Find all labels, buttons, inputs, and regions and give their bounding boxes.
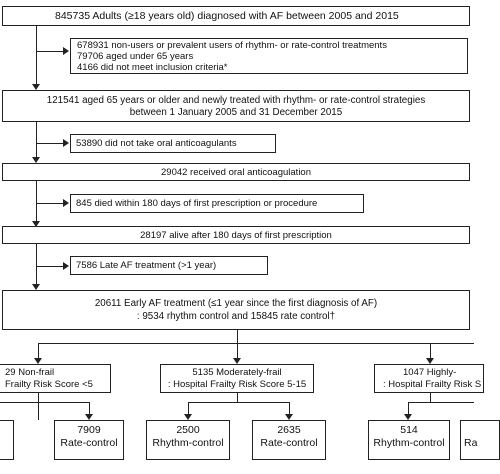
connector-to-exclusion-1: [36, 51, 66, 52]
arrow-to-exclusion-1: [63, 47, 69, 55]
connector-spine-1: [36, 25, 37, 89]
leaf-5-label: Ra: [464, 437, 478, 449]
exclusion-1-line-1: 678931 non-users or prevalent users of rhythm- or rate-control treatments: [77, 40, 387, 51]
connector-moderate-bar: [188, 402, 290, 403]
total-cohort-box: [2, 6, 470, 26]
moderately-frail-box: [160, 364, 314, 393]
early-treatment-box: [2, 290, 470, 330]
newly-treated-line-1: 121541 aged 65 years or older and newly treated with rhythm- or rate-control strategies: [46, 95, 426, 106]
connector-to-moderate: [237, 343, 238, 359]
connector-spine-2: [36, 122, 37, 162]
moderately-frail-line-2: : Hospital Frailty Risk Score 5-15: [167, 379, 307, 390]
leaf-4-label: Rhythm-control: [373, 437, 445, 449]
connector-nonfrail-down: [38, 392, 39, 420]
oral-anticoagulation-box: [2, 163, 470, 181]
highly-frail-box: [374, 364, 484, 393]
connector-nonfrail-bar: [0, 402, 90, 403]
leaf-1-count: 7909: [77, 424, 101, 436]
nonfrail-line-1: 29 Non-frail: [5, 367, 55, 378]
arrow-to-exclusion-3: [63, 199, 69, 207]
leaf-box-3: [252, 420, 326, 460]
exclusion-box-1: [70, 38, 468, 74]
leaf-4-count: 514: [400, 424, 418, 436]
moderately-frail-line-1: 5135 Moderately-frail: [192, 367, 282, 378]
connector-to-nonfrail: [38, 343, 39, 359]
oral-anticoagulation-text: 29042 received oral anticoagulation: [161, 167, 311, 178]
exclusion-2-text: 53890 did not take oral anticoagulants: [76, 138, 237, 149]
leaf-3-count: 2635: [277, 424, 301, 436]
exclusion-box-3: [70, 194, 364, 213]
early-treatment-line-2: : 9534 rhythm control and 15845 rate control†: [136, 311, 336, 322]
connector-to-highly: [430, 343, 431, 359]
nonfrail-box: [0, 364, 111, 393]
alive-text: 28197 alive after 180 days of first prescription: [140, 230, 332, 241]
leaf-box-1: [54, 420, 124, 460]
leaf-1-label: Rate-control: [60, 437, 118, 449]
connector-to-exclusion-4: [36, 266, 66, 267]
alive-box: [2, 226, 470, 244]
leaf-box-5: [460, 420, 500, 460]
leaf-3-label: Rate-control: [260, 437, 318, 449]
arrow-to-exclusion-2: [63, 139, 69, 147]
leaf-box-2: [146, 420, 230, 460]
nonfrail-line-2: Frailty Risk Score <5: [5, 379, 93, 390]
arrow-to-exclusion-4: [63, 262, 69, 270]
leaf-2-count: 2500: [176, 424, 200, 436]
newly-treated-line-2: between 1 January 2005 and 31 December 2015: [129, 107, 343, 119]
highly-frail-line-1: 1047 Highly-: [403, 367, 457, 378]
leaf-box-4: [368, 420, 450, 460]
early-treatment-line-1: 20611 Early AF treatment (≤1 year since the first diagnosis of AF): [94, 298, 378, 309]
exclusion-3-text: 845 died within 180 days of first prescription or procedure: [76, 198, 318, 209]
connector-frailty-bar: [38, 343, 474, 344]
highly-frail-line-2: : Hospital Frailty Risk S: [383, 379, 482, 390]
exclusion-box-4: [70, 256, 268, 275]
total-cohort-text: 845735 Adults (≥18 years old) diagnosed with AF between 2005 and 2015: [55, 10, 399, 22]
exclusion-4-text: 7586 Late AF treatment (>1 year): [76, 260, 217, 271]
connector-to-exclusion-3: [36, 203, 66, 204]
leaf-box-partial-left: [0, 420, 14, 460]
leaf-2-label: Rhythm-control: [152, 437, 224, 449]
exclusion-1-line-2: 79706 aged under 65 years: [77, 51, 194, 62]
connector-early-down: [237, 329, 238, 343]
exclusion-box-2: [70, 134, 276, 153]
newly-treated-box: [2, 90, 470, 122]
exclusion-1-line-3: 4166 did not meet inclusion criteria*: [77, 62, 228, 73]
connector-to-exclusion-2: [36, 143, 66, 144]
connector-highly-bar: [408, 402, 474, 403]
